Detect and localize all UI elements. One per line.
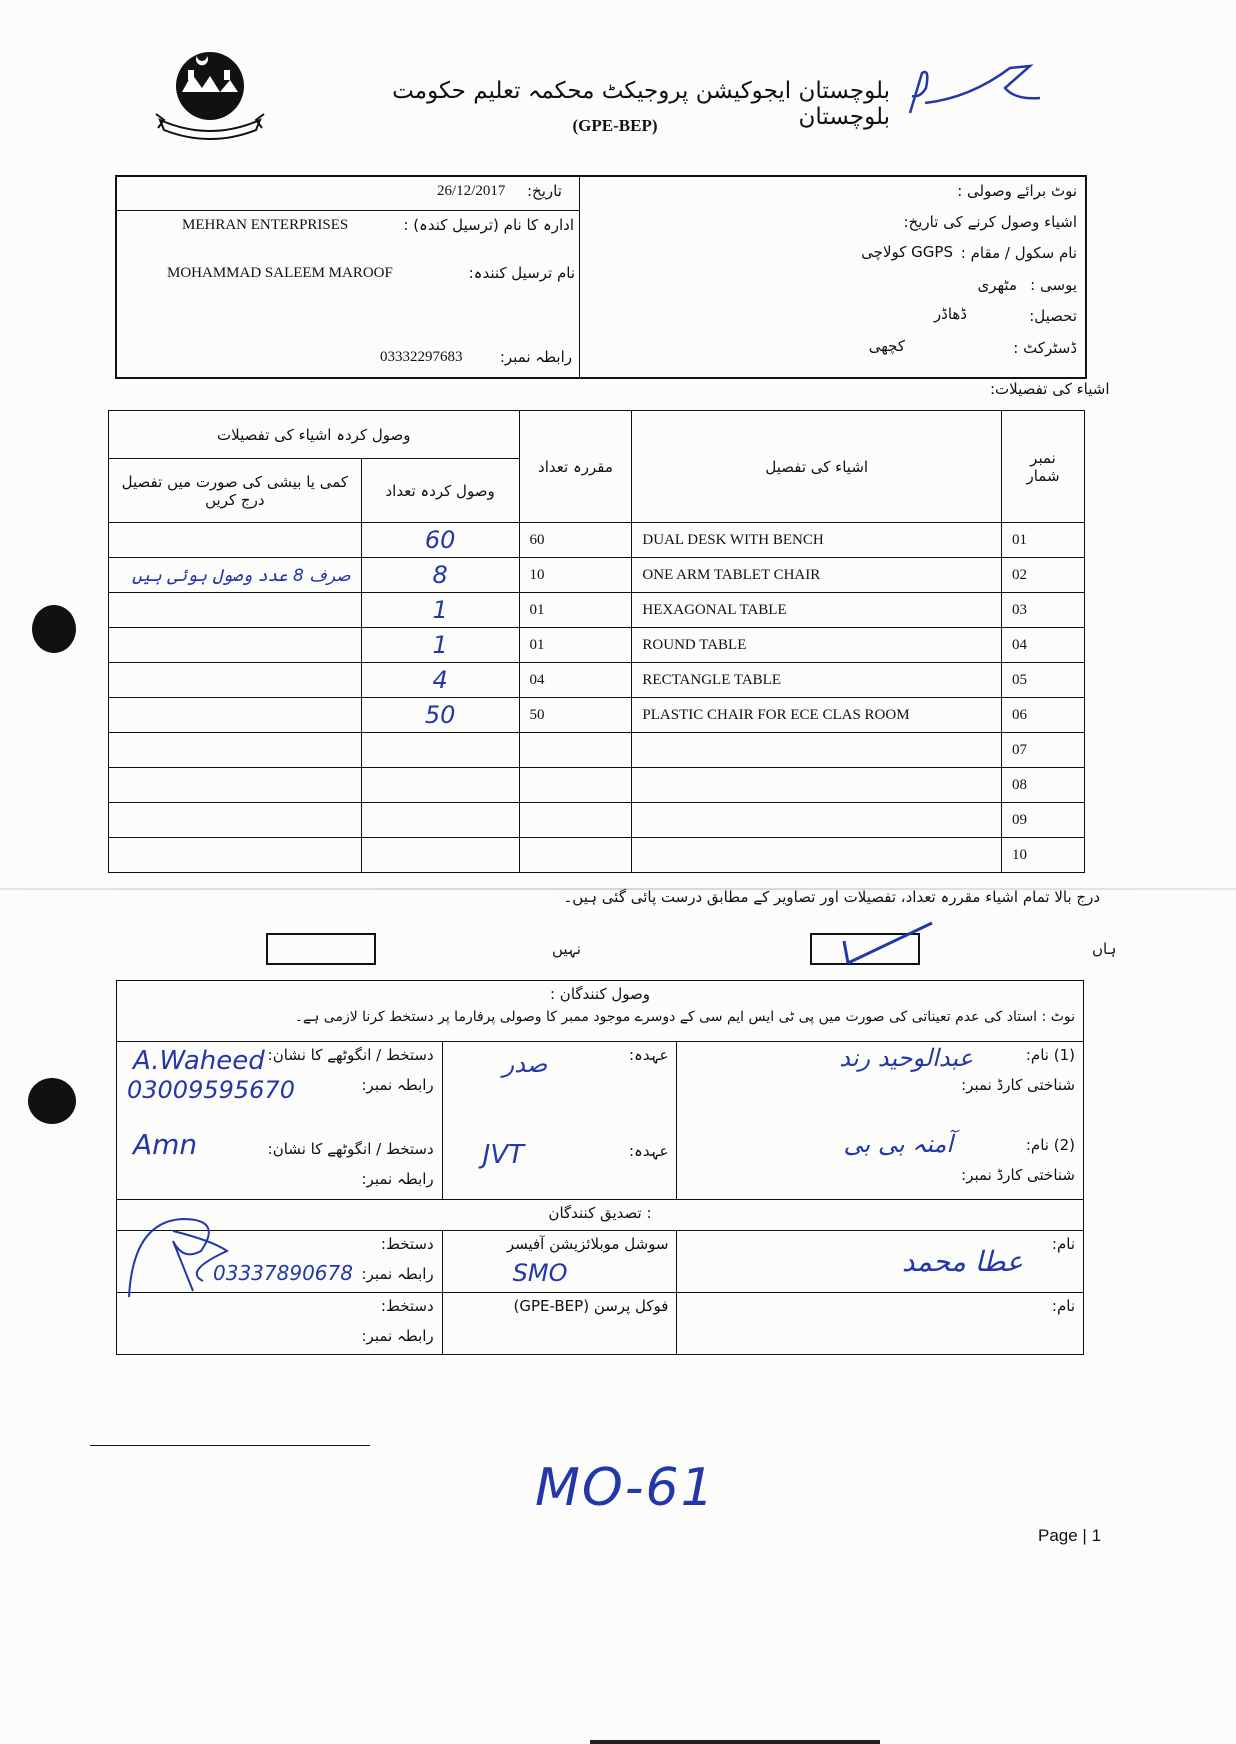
tehsil-value: ڈھاڈر — [933, 305, 967, 323]
org-label: ادارہ کا نام (ترسیل کندہ) : — [403, 216, 574, 234]
district-label: ڈسٹرکٹ : — [1013, 339, 1077, 357]
received-qty-cell: 4 — [361, 663, 519, 698]
serial-number-cell: 03 — [1002, 593, 1085, 628]
table-row — [109, 628, 1085, 663]
shortage-note-cell — [109, 768, 362, 803]
serial-number-cell: 06 — [1002, 698, 1085, 733]
verifiers-heading: تصدیق کنندگان : — [117, 1200, 1084, 1231]
check-mark-icon — [812, 935, 918, 963]
yes-checkbox[interactable] — [810, 933, 920, 965]
received-qty-cell: 60 — [361, 523, 519, 558]
ink-blot — [28, 1078, 76, 1124]
table-row — [109, 803, 1085, 838]
handwritten-reference: MO-61 — [535, 1458, 716, 1518]
date-label: تاریخ: — [527, 182, 562, 200]
verifier2-contact-label: رابطہ نمبر: — [361, 1327, 434, 1345]
date-value: 26/12/2017 — [437, 183, 506, 199]
sender-value: MOHAMMAD SALEEM MAROOF — [167, 265, 393, 281]
contact2-label: رابطہ نمبر: — [361, 1170, 434, 1188]
header-serial: نمبر شمار — [1002, 411, 1085, 523]
fixed-qty-cell: 01 — [519, 593, 632, 628]
serial-number-cell: 01 — [1002, 523, 1085, 558]
serial-number-cell: 10 — [1002, 838, 1085, 873]
shortage-note-cell — [109, 628, 362, 663]
table-row — [109, 698, 1085, 733]
fixed-qty-cell: 01 — [519, 628, 632, 663]
name1-value: عبدالوحید رند — [839, 1044, 973, 1072]
fixed-qty-cell: 60 — [519, 523, 632, 558]
verifier1-sign-label: دستخط: — [380, 1235, 434, 1253]
serial-number-cell: 07 — [1002, 733, 1085, 768]
item-description-cell: ROUND TABLE — [632, 628, 1002, 663]
fixed-qty-cell — [519, 768, 632, 803]
received-qty-cell: 1 — [361, 593, 519, 628]
verifier2-role: فوکل پرسن (GPE-BEP) — [513, 1297, 669, 1315]
no-label: نہیں — [552, 940, 581, 958]
item-description-cell — [632, 838, 1002, 873]
table-row — [109, 768, 1085, 803]
received-qty-cell: 8 — [361, 558, 519, 593]
verifier2-sign-label: دستخط: — [380, 1297, 434, 1315]
fixed-qty-cell: 04 — [519, 663, 632, 698]
table-row — [109, 593, 1085, 628]
cnic2-label: شناختی کارڈ نمبر: — [961, 1166, 1075, 1184]
post2-label: عہدہ: — [628, 1142, 669, 1160]
item-description-cell: DUAL DESK WITH BENCH — [632, 523, 1002, 558]
tehsil-label: تحصیل: — [1029, 307, 1077, 325]
receivers-heading: وصول کنندگان : — [549, 985, 650, 1003]
sign1-value: A.Waheed — [133, 1046, 265, 1076]
shortage-note-cell — [109, 523, 362, 558]
item-description-cell: RECTANGLE TABLE — [632, 663, 1002, 698]
item-description-cell — [632, 768, 1002, 803]
verifier1-contact-value: 03337890678 — [213, 1261, 353, 1285]
header-received-details: وصول کردہ اشیاء کی تفصیلات — [109, 411, 520, 459]
balochistan-seal-logo — [152, 48, 268, 140]
fixed-qty-cell — [519, 733, 632, 768]
receipt-date-label: اشیاء وصول کرنے کی تاریخ: — [903, 213, 1077, 231]
table-row — [109, 523, 1085, 558]
cnic1-label: شناختی کارڈ نمبر: — [961, 1076, 1075, 1094]
sign2-label: دستخط / انگوٹھے کا نشان: — [267, 1140, 434, 1158]
district-value: کچھی — [868, 337, 905, 355]
contact-value: 03332297683 — [380, 349, 463, 365]
sign2-value: Amn — [133, 1128, 198, 1161]
received-qty-cell — [361, 838, 519, 873]
serial-number-cell: 04 — [1002, 628, 1085, 663]
shortage-note-cell — [109, 593, 362, 628]
sender-label: نام ترسیل کنندہ: — [468, 264, 575, 282]
shortage-note-cell — [109, 698, 362, 733]
post1-value: صدر — [502, 1050, 548, 1078]
shortage-note-cell — [109, 733, 362, 768]
items-heading: اشیاء کی تفصیلات: — [990, 380, 1110, 398]
verifier1-role-sign: SMO — [512, 1259, 568, 1287]
header-received-qty: وصول کردہ تعداد — [361, 459, 519, 523]
top-signature-mark — [900, 58, 1050, 128]
verifier1-contact-label: رابطہ نمبر: — [361, 1265, 434, 1283]
name1-label: (1) نام: — [1025, 1046, 1075, 1064]
info-box — [115, 175, 1087, 379]
shortage-note-cell — [109, 663, 362, 698]
serial-number-cell: 08 — [1002, 768, 1085, 803]
note-for-receipt-label: نوٹ برائے وصولی : — [957, 182, 1077, 200]
scan-edge-mark — [590, 1740, 880, 1744]
uc-value: مٹھری — [977, 276, 1017, 294]
uc-label: یوسی : — [1030, 276, 1077, 294]
received-qty-cell — [361, 803, 519, 838]
shortage-note-cell: صرف 8 عدد وصول ہوئی ہیں — [109, 558, 362, 593]
ink-blot — [32, 605, 76, 653]
serial-number-cell: 09 — [1002, 803, 1085, 838]
page-number: Page | 1 — [1038, 1526, 1102, 1545]
received-qty-cell: 1 — [361, 628, 519, 663]
receivers-note: نوٹ : استاد کی عدم تعیناتی کی صورت میں پی ٹی ایس ایم سی کے دوسرے موجود ممبر کا وصولی پرفارما پر دستخط کرنا لازمی ہے۔ — [294, 1009, 1075, 1025]
header-description: اشیاء کی تفصیل — [632, 411, 1002, 523]
receivers-verifiers-table — [116, 980, 1084, 1355]
sign1-label: دستخط / انگوٹھے کا نشان: — [267, 1046, 434, 1064]
verifier1-name-value: عطا محمد — [901, 1245, 1023, 1278]
received-qty-cell — [361, 768, 519, 803]
post2-value: JVT — [482, 1140, 524, 1170]
shortage-note-cell — [109, 803, 362, 838]
header-title-english: (GPE-BEP) — [572, 116, 658, 135]
items-table — [108, 410, 1085, 873]
header-shortage-details: کمی یا بیشی کی صورت میں تفصیل درج کریں — [109, 459, 362, 523]
shortage-note-cell — [109, 838, 362, 873]
confirmation-text: درج بالا تمام اشیاء مقررہ تعداد، تفصیلات اور تصاویر کے مطابق درست پائی گئی ہیں۔ — [563, 888, 1100, 906]
contact1-label: رابطہ نمبر: — [361, 1076, 434, 1094]
fixed-qty-cell: 50 — [519, 698, 632, 733]
yes-label: ہاں — [1092, 940, 1117, 958]
school-value: GGPS کولاچی — [861, 243, 953, 261]
no-checkbox[interactable] — [266, 933, 376, 965]
verifier1-signature — [123, 1211, 253, 1311]
item-description-cell — [632, 803, 1002, 838]
fixed-qty-cell — [519, 838, 632, 873]
received-qty-cell: 50 — [361, 698, 519, 733]
contact1-value: 03009595670 — [127, 1076, 295, 1104]
name2-label: (2) نام: — [1025, 1136, 1075, 1154]
post1-label: عہدہ: — [628, 1046, 669, 1064]
table-row — [109, 733, 1085, 768]
table-row — [109, 558, 1085, 593]
contact-label: رابطہ نمبر: — [499, 348, 572, 366]
org-value: MEHRAN ENTERPRISES — [182, 217, 349, 233]
verifier1-name-label: نام: — [1051, 1235, 1075, 1253]
footnote-separator — [90, 1445, 370, 1446]
item-description-cell: HEXAGONAL TABLE — [632, 593, 1002, 628]
verifier1-role: سوشل موبلائزیشن آفیسر — [506, 1235, 669, 1253]
name2-value: آمنہ بی بی — [843, 1130, 953, 1158]
item-description-cell: ONE ARM TABLET CHAIR — [632, 558, 1002, 593]
verifier2-name-label: نام: — [1051, 1297, 1075, 1315]
school-label: نام سکول / مقام : — [960, 244, 1077, 262]
table-row — [109, 663, 1085, 698]
serial-number-cell: 02 — [1002, 558, 1085, 593]
item-description-cell: PLASTIC CHAIR FOR ECE CLAS ROOM — [632, 698, 1002, 733]
header-title-urdu: بلوچستان ایجوکیشن پروجیکٹ محکمہ تعلیم حکومت بلوچستان — [392, 78, 890, 130]
fixed-qty-cell: 10 — [519, 558, 632, 593]
serial-number-cell: 05 — [1002, 663, 1085, 698]
received-qty-cell — [361, 733, 519, 768]
table-row — [109, 838, 1085, 873]
fixed-qty-cell — [519, 803, 632, 838]
header-fixed-qty: مقررہ تعداد — [519, 411, 632, 523]
item-description-cell — [632, 733, 1002, 768]
